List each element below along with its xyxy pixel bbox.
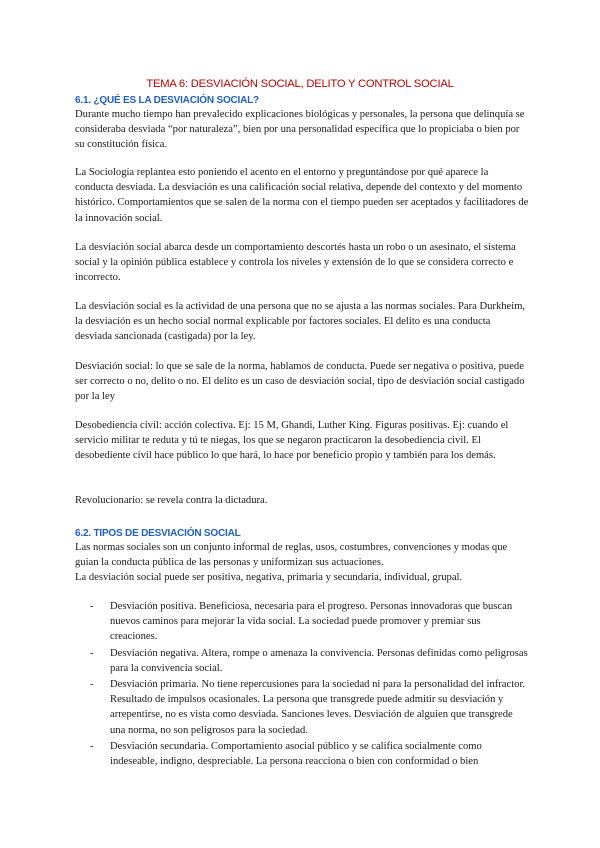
paragraph-sociologia: La Sociología replantea esto poniendo el acento en el entorno y preguntándose por qué aparece la conducta desviada. La desviación es una calificación social relativa, depende del contexto y del momento histórico. Comportamientos que se salen de la norma con el tiempo pueden ser aceptados y facilitadores de la innovación social.: [75, 167, 529, 224]
list-item-text: Desviación secundaria. Comportamiento asocial público y se califica socialmente como indeseable, indigno, despreciable. La persona reacciona o bien con conformidad o bien: [110, 740, 482, 768]
paragraph-desobediencia-civil: Desobediencia civil: acción colectiva. Ej: 15 M, Ghandi, Luther King. Figuras positivas. Ej: cuando el servicio militar te reduta y tú te niegas, los que se negaron practicaron la desobediencia civil. El desobediente civil hace público lo que hará, lo hace por beneficio propio y también para los demás.: [75, 420, 509, 462]
list-marker: -: [90, 647, 94, 659]
section-heading-1: 6.1. ¿QUÉ ES LA DESVIACIÓN SOCIAL?: [75, 95, 259, 106]
paragraph-durkheim: La desviación social es la actividad de una persona que no se ajusta a las normas sociales. Para Durkheim, la desviación es un hecho social normal explicable por factores sociales. El delito es una conducta desviada sancionada (castigada) por la ley.: [75, 301, 526, 343]
paragraph-alcance: La desviación social abarca desde un comportamiento descortés hasta un robo o un asesinato, el sistema social y la opinión pública establece y controla los niveles y extensión de lo que se considera correcto e incorrecto.: [75, 242, 516, 284]
paragraph-revolucionario: Revolucionario: se revela contra la dictadura.: [75, 495, 268, 506]
list-item: [75, 677, 529, 738]
page-title: TEMA 6: DESVIACIÓN SOCIAL, DELITO Y CONTROL SOCIAL: [146, 78, 454, 90]
paragraph-desviacion-social: Desviación social: lo que se sale de la norma, hablamos de conducta. Puede ser negativa o positiva, puede ser correcto o no, delito o no. El delito es un caso de desviación social, tipo de desviación social castigado por la ley: [75, 361, 525, 403]
list-item: [75, 646, 529, 676]
list-item: [75, 739, 529, 769]
paragraph-tipos: La desviación social puede ser positiva, negativa, primaria y secundaria, individual, grupal.: [75, 572, 463, 583]
deviation-types-list: [75, 599, 529, 770]
section-heading-2: 6.2. TIPOS DE DESVIACIÓN SOCIAL: [75, 528, 241, 539]
list-item: [75, 599, 529, 645]
list-marker: -: [90, 740, 94, 752]
list-item-text: Desviación positiva. Beneficiosa, necesaria para el progreso. Personas innovadoras que buscan nuevos caminos para mejorar la vida social. La sociedad puede promover y premiar sus creaciones.: [110, 601, 513, 643]
list-marker: -: [90, 601, 94, 612]
list-marker: -: [90, 679, 94, 691]
list-item-text: Desviación primaria. No tiene repercusiones para la sociedad ni para la personalidad del infractor. Resultado de impulsos ocasionales. La persona que transgrede puede admitir su desviación y arrepentirse, no es vista como desviada. Sanciones leves. Desviación de alguien que transgrede una norma, no son peligrosos para la sociedad.: [110, 679, 526, 736]
paragraph-normas-sociales: Las normas sociales son un conjunto informal de reglas, usos, costumbres, convenciones y modas que guían la conducta pública de las personas y uniformizan sus actuaciones.: [75, 542, 508, 569]
paragraph-explicaciones: Durante mucho tiempo han prevalecido explicaciones biológicas y personales, la persona que delinquía se consideraba desviada “por naturaleza”, bien por una personalidad específica que lo propiciaba o bien por su constitución física.: [75, 109, 525, 151]
list-item-text: Desviación negativa. Altera, rompe o amenaza la convivencia. Personas definidas como peligrosas para la convivencia social.: [110, 647, 528, 674]
